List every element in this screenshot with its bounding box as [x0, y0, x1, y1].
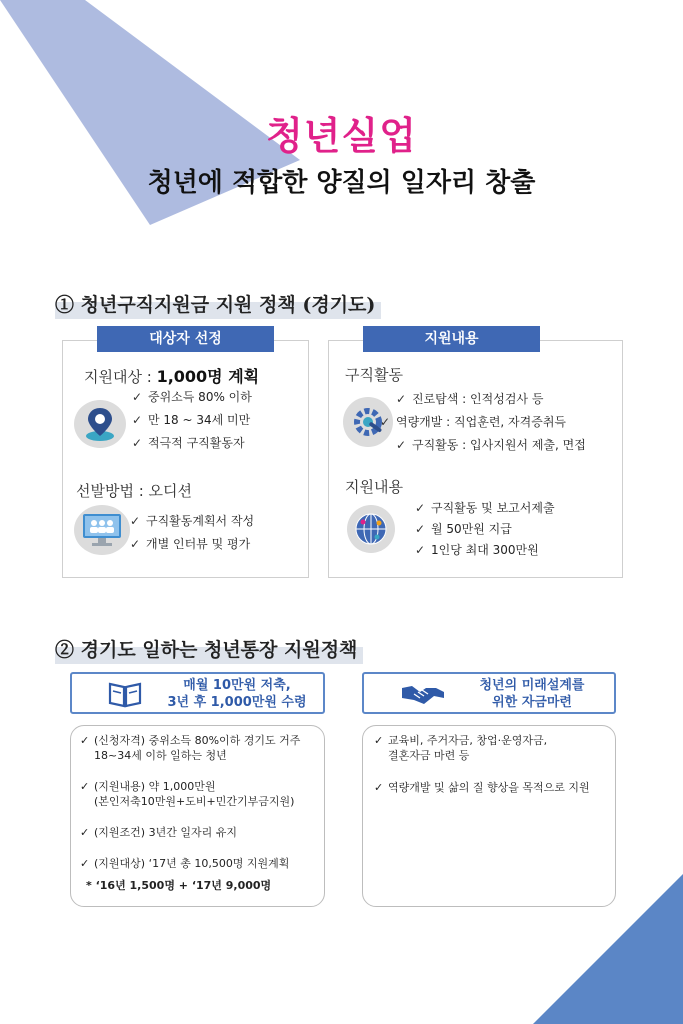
target-value: 1,000명 계획	[156, 367, 260, 386]
target-item-3: ✓ 적극적 구직활동자	[132, 436, 245, 450]
method-item-1: ✓ 구직활동계획서 작성	[130, 514, 255, 528]
savings-item-3: ✓ (지원조건) 3년간 일자리 유지	[80, 826, 237, 839]
method-label: 선발방법 : 오디션	[76, 482, 193, 500]
savings-header-line1: 매월 10만원 저축,	[183, 678, 291, 693]
future-header-line2: 위한 자금마련	[492, 695, 572, 710]
section2-heading: ② 경기도 일하는 청년통장 지원정책	[55, 633, 363, 664]
method-item-2: ✓ 개별 인터뷰 및 평가	[130, 537, 251, 551]
future-header-box	[362, 672, 616, 714]
support-content-tab: 지원내용	[363, 326, 540, 352]
page-subtitle: 청년에 적합한 양질의 일자리 창출	[147, 168, 536, 198]
support-item-1: ✓ 구직활동 및 보고서제출	[415, 501, 555, 515]
target-label: 지원대상 :	[84, 368, 157, 386]
location-pin-icon	[74, 400, 126, 448]
target-item-2: ✓ 만 18 ~ 34세 미만	[132, 413, 251, 427]
section1-heading: ① 청년구직지원금 지원 정책 (경기도)	[55, 288, 381, 319]
target-item-1: ✓ 중위소득 80% 이하	[132, 390, 252, 404]
future-item-2: ✓ 역량개발 및 삶의 질 향상을 목적으로 지원	[374, 781, 590, 794]
support-item-3: ✓ 1인당 최대 300만원	[415, 543, 539, 557]
activity-item-3: ✓ 구직활동 : 입사지원서 제출, 면접	[396, 438, 586, 452]
target-selection-tab: 대상자 선정	[97, 326, 274, 352]
activity-item-1: ✓ 진로탐색 : 인적성검사 등	[396, 392, 544, 406]
savings-header-box	[70, 672, 325, 714]
savings-header-line2: 3년 후 1,000만원 수령	[167, 695, 307, 710]
savings-note: * ‘16년 1,500명 + ‘17년 9,000명	[86, 879, 272, 892]
globe-network-icon	[347, 505, 395, 553]
support-label: 지원내용	[345, 478, 403, 496]
future-header-line1: 청년의 미래설계를	[479, 678, 585, 693]
target-row	[84, 364, 259, 387]
savings-item-4: ✓ (지원대상) ‘17년 총 10,500명 지원계획	[80, 857, 290, 870]
support-item-2: ✓ 월 50만원 지급	[415, 522, 512, 536]
handshake-icon	[400, 680, 446, 708]
book-icon	[108, 680, 142, 708]
savings-item-2: ✓ (지원내용) 약 1,000만원 (본인저축10만원+도비+민간기부금지원)	[80, 780, 295, 808]
monitor-people-icon	[74, 505, 130, 555]
activity-item-2: ✓ 역량개발 : 직업훈련, 자격증취득	[380, 415, 566, 429]
page-title: 청년실업	[266, 114, 417, 158]
future-item-1: ✓ 교육비, 주거자금, 창업·운영자금, 결혼자금 마련 등	[374, 734, 548, 762]
activity-label: 구직활동	[345, 366, 403, 384]
savings-item-1: ✓ (신청자격) 중위소득 80%이하 경기도 거주 18~34세 이하 일하는 청년	[80, 734, 301, 762]
